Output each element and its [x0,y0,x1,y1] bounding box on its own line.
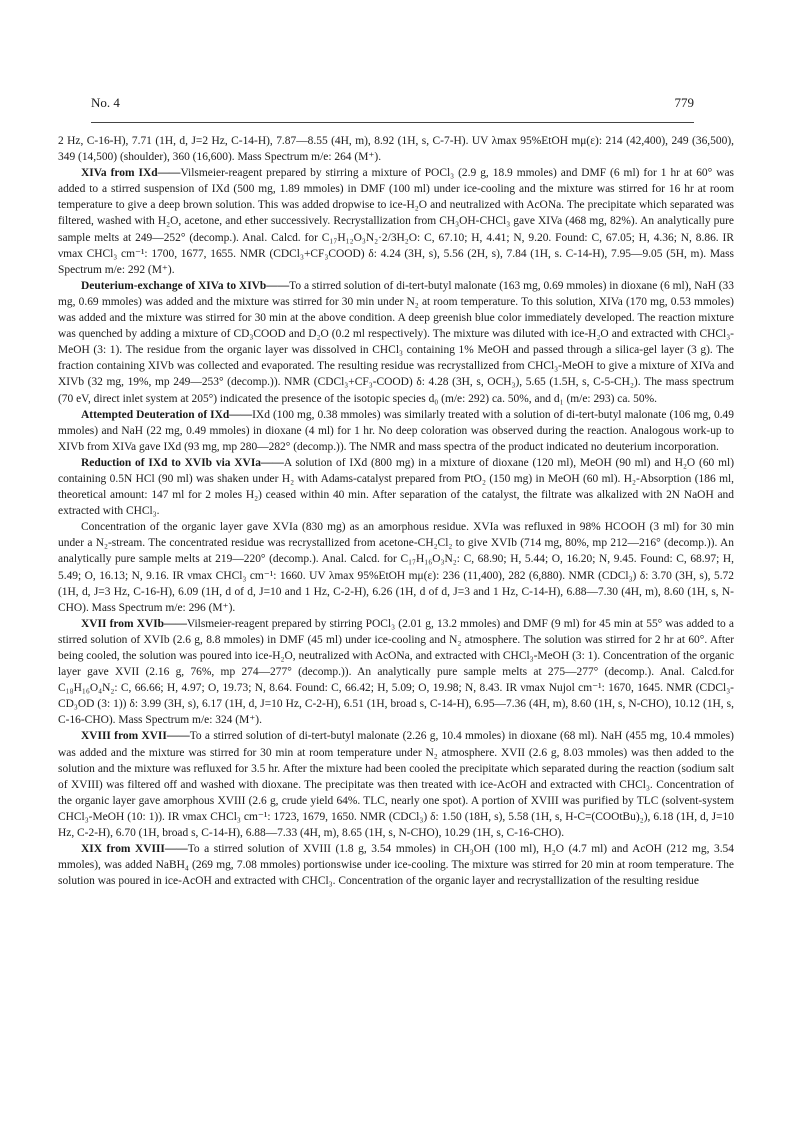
paragraph-heading: XVII from XVIb—— [81,617,187,630]
paragraph-text: To a stirred solution of XVIII (1.8 g, 3.54 mmoles) in CH₃OH (100 ml), H₂O (4.7 ml) and AcOH (212 mg, 3.54 mmoles), was added NaBH₄ (269 mg, 7.08 mmoles) portionswise under ice-cooling. The mixture was stirred for 20 min at room temperature. The solution was poured in ice-AcOH and extracted with CHCl₃. Concentration of the organic layer and recrystallization of the resulting residue [58,843,734,888]
paragraph-text: Concentration of the organic layer gave XVIa (830 mg) as an amorphous residue. XVIa was refluxed in 98% HCOOH (3 ml) for 30 min under a N₂-stream. The concentrated residue was recrystallized from acetone-CH₂Cl₂ to give XVIb (714 mg, 80%, mp 212—216° (decomp.)). An analytically pure sample melts at 219—220° (decomp.). Anal. Calcd. for C₁₇H₁₆O₃N₂: C, 68.90; H, 5.44; O, 16.20; N, 9.45. Found: C, 68.97; H, 5.49; O, 16.13; N, 9.16. IR νmax CHCl₃ cm⁻¹: 1660. UV λmax 95%EtOH mμ(ε): 236 (11,400), 282 (6,880). NMR (CDCl₃) δ: 3.70 (3H, s), 5.72 (1H, d, J=3 Hz, C-16-H), 6.09 (1H, d of d, J=10 and 1 Hz, C-2-H), 6.26 (1H, d of d, J=3 and 1 Hz, C-14-H), 6.88—7.30 (4H, m), 8.60 (1H, s, N-CHO). Mass Spectrum m/e: 296 (M⁺). [58,521,734,614]
paragraph-heading: XIVa from IXd—— [81,167,181,180]
article-body [58,133,734,889]
paragraph-text: 2 Hz, C-16-H), 7.71 (1H, d, J=2 Hz, C-14-H), 7.87—8.55 (4H, m), 8.92 (1H, s, C-7-H). UV λmax 95%EtOH mμ(ε): 214 (42,400), 249 (36,500), 349 (14,500) (shoulder), 360 (16,600). Mass Spectrum m/e: 264 (M⁺). [58,135,734,164]
paragraph-heading: XVIII from XVII—— [81,730,190,743]
paragraph [58,616,734,729]
paragraph-text: IXd (100 mg, 0.38 mmoles) was similarly treated with a solution of di-tert-butyl malonate (106 mg, 0.49 mmoles) and NaH (22 mg, 0.49 mmoles) in dioxane (4 ml) for 1 hr. No deep coloration was observed during the reaction. Analogous work-up to XIVb from XIVa gave IXd (93 mg, mp 280—282° (decomp.)). The NMR and mass spectra of the product indicated no deuterium incorporation. [58,408,734,453]
paragraph-text: To a stirred solution of di-tert-butyl malonate (163 mg, 0.69 mmoles) in dioxane (6 ml), NaH (33 mg, 0.69 mmoles) was added and the mixture was stirred for 30 min under N₂ at room temperature. To this solution, XIVa (170 mg, 0.53 mmoles) was added and the mixture was stirred for 30 min at the above condition. A deep greenish blue color immediately developed. The reaction mixture was quenched by adding a mixture of CD₃COOD and D₂O (0.2 ml respectively). The mixture was diluted with ice-H₂O and extracted with CHCl₃-MeOH (3: 1). The residue from the organic layer was dissolved in CHCl₃ containing 1% MeOH and passed through a silica-gel layer (3 g). The fraction containing XIVb was collected and evaporated. The resulting residue was recrystallized from CHCl₃-MeOH to give a mixture of XIVa and XIVb (32 mg, 19%, mp 249—253° (decomp.)). NMR (CDCl₃+CF₃-COOD) δ: 4.28 (3H, s, OCH₃), 5.65 (1.5H, s, C-5-CH₂). The mass spectrum (70 eV, direct inlet system at 205°) indicated the presence of the isotopic species d₀ (m/e: 292) ca. 50%, and d₁ (m/e: 293) ca. 50%. [58,279,734,405]
paragraph [58,133,734,165]
paragraph [58,841,734,889]
paragraph-text: To a stirred solution of di-tert-butyl malonate (2.26 g, 10.4 mmoles) in dioxane (68 ml). NaH (455 mg, 10.4 mmoles) was added and the mixture was stirred for 30 min at room temperature under N₂ atmosphere. XVII (2.6 g, 8.03 mmoles) was then added to the solution and the mixture was refluxed for 3.5 hr. After the mixture had been cooled the precipitate which separated during the reaction (sodium salt of XVIII) was filtered off and washed with dioxane. The precipitate was then treated with ice-AcOH and extracted with CHCl₃. Concentration of the organic layer gave amorphous XVIII (2.6 g, crude yield 64%. TLC, nearly one spot). A portion of XVIII was purified by TLC (solvent-system CHCl₃-MeOH (10: 1)). IR νmax CHCl₃ cm⁻¹: 1723, 1679, 1650. NMR (CDCl₃) δ: 1.50 (18H, s), 5.58 (1H, s, H-C=(COOtBu)₂), 6.18 (1H, d, J=10 Hz, C-2-H), 6.70 (1H, broad s, C-14-H), 6.88—7.33 (4H, m), 8.65 (1H, s, N-CHO), 10.29 (1H, s, C-16-CHO). [58,730,734,840]
paragraph [58,278,734,407]
paragraph-heading: Deuterium-exchange of XIVa to XIVb—— [81,279,290,292]
page-header [91,93,694,117]
paragraph [58,455,734,519]
issue-number: No. 4 [91,95,120,110]
paragraph [58,165,734,278]
paragraph-heading: Reduction of IXd to XVIb via XVIa—— [81,456,284,469]
page-number: 779 [674,95,694,110]
paragraph-text: Vilsmeier-reagent prepared by stirring POCl₃ (2.01 g, 13.2 mmoles) and DMF (9 ml) for 45 min at 55° was added to a stirred solution of XVIb (2.6 g, 8.8 mmoles) in DMF (45 ml) under ice-cooling and N₂ atmosphere. The solution was stirred for 2 hr at 60°. After being cooled, the solution was poured into ice-H₂O, neutralized with AcONa, and extracted with CHCl₃-MeOH (3: 1). Concentration of the organic layer gave XVII (2.16 g, 76%, mp 274—277° (decomp.)). An analytically pure sample melts at 275—277° (decomp.). Anal. Calcd.for C₁₈H₁₆O₄N₂: C, 66.66; H, 4.97; O, 19.73; N, 8.64. Found: C, 66.42; H, 5.09; O, 19.98; N, 8.43. IR νmax Nujol cm⁻¹: 1670, 1645. NMR (CDCl₃-CD₃OD (3: 1)) δ: 3.99 (3H, s), 6.17 (1H, d, J=10 Hz, C-2-H), 6.51 (1H, broad s, C-14-H), 6.95—7.36 (4H, m), 8.60 (1H, s, N-CHO), 10.12 (1H, s, C-16-CHO). Mass Spectrum m/e: 324 (M⁺). [58,617,734,727]
paragraph [58,519,734,616]
paragraph-text: Vilsmeier-reagent prepared by stirring a mixture of POCl₃ (2.9 g, 18.9 mmoles) and DMF (6 ml) for 1 hr at 60° was added to a stirred suspension of IXd (500 mg, 1.89 mmoles) in DMF (100 ml) under ice-cooling and the mixture was stirred for 16 hr at room temperature to give a deep brown solution. This was added dropwise to ice-H₂O and neutralized with AcONa. The precipitate which separated was filtered, washed with H₂O, acetone, and ether successively. Recrystallization from CH₃OH-CHCl₃ gave XIVa (468 mg, 82%). An analytically pure sample melts at 249—252° (decomp.). Anal. Calcd. for C₁₇H₁₂O₃N₂·2/3H₂O: C, 67.10; H, 4.41; N, 9.20. Found: C, 67.05; H, 4.36; N, 8.86. IR νmax CHCl₃ cm⁻¹: 1700, 1677, 1655. NMR (CDCl₃+CF₃COOD) δ: 4.24 (3H, s), 5.56 (2H, s), 7.84 (1H, s. C-14-H), 7.95—9.05 (5H, m). Mass Spectrum m/e: 292 (M⁺). [58,167,734,276]
paragraph-text: A solution of IXd (800 mg) in a mixture of dioxane (120 ml), MeOH (90 ml) and H₂O (60 ml) containing 0.5N HCl (90 ml) was shaken under H₂ with Adams-catalyst prepared from PtO₂ (150 mg) in MeOH (60 ml). H₂-Absorption (186 ml, theoretical amount: 147 ml for 2 moles H₂) ceased within 40 min. After separation of the catalyst, the filtrate was alkalized with 2N NaOH and extracted with CHCl₃. [58,456,735,518]
paragraph-heading: XIX from XVIII—— [81,843,188,856]
paragraph [58,728,734,841]
paragraph [58,407,734,455]
header-rule [91,122,694,123]
paragraph-heading: Attempted Deuteration of IXd—— [81,408,253,421]
